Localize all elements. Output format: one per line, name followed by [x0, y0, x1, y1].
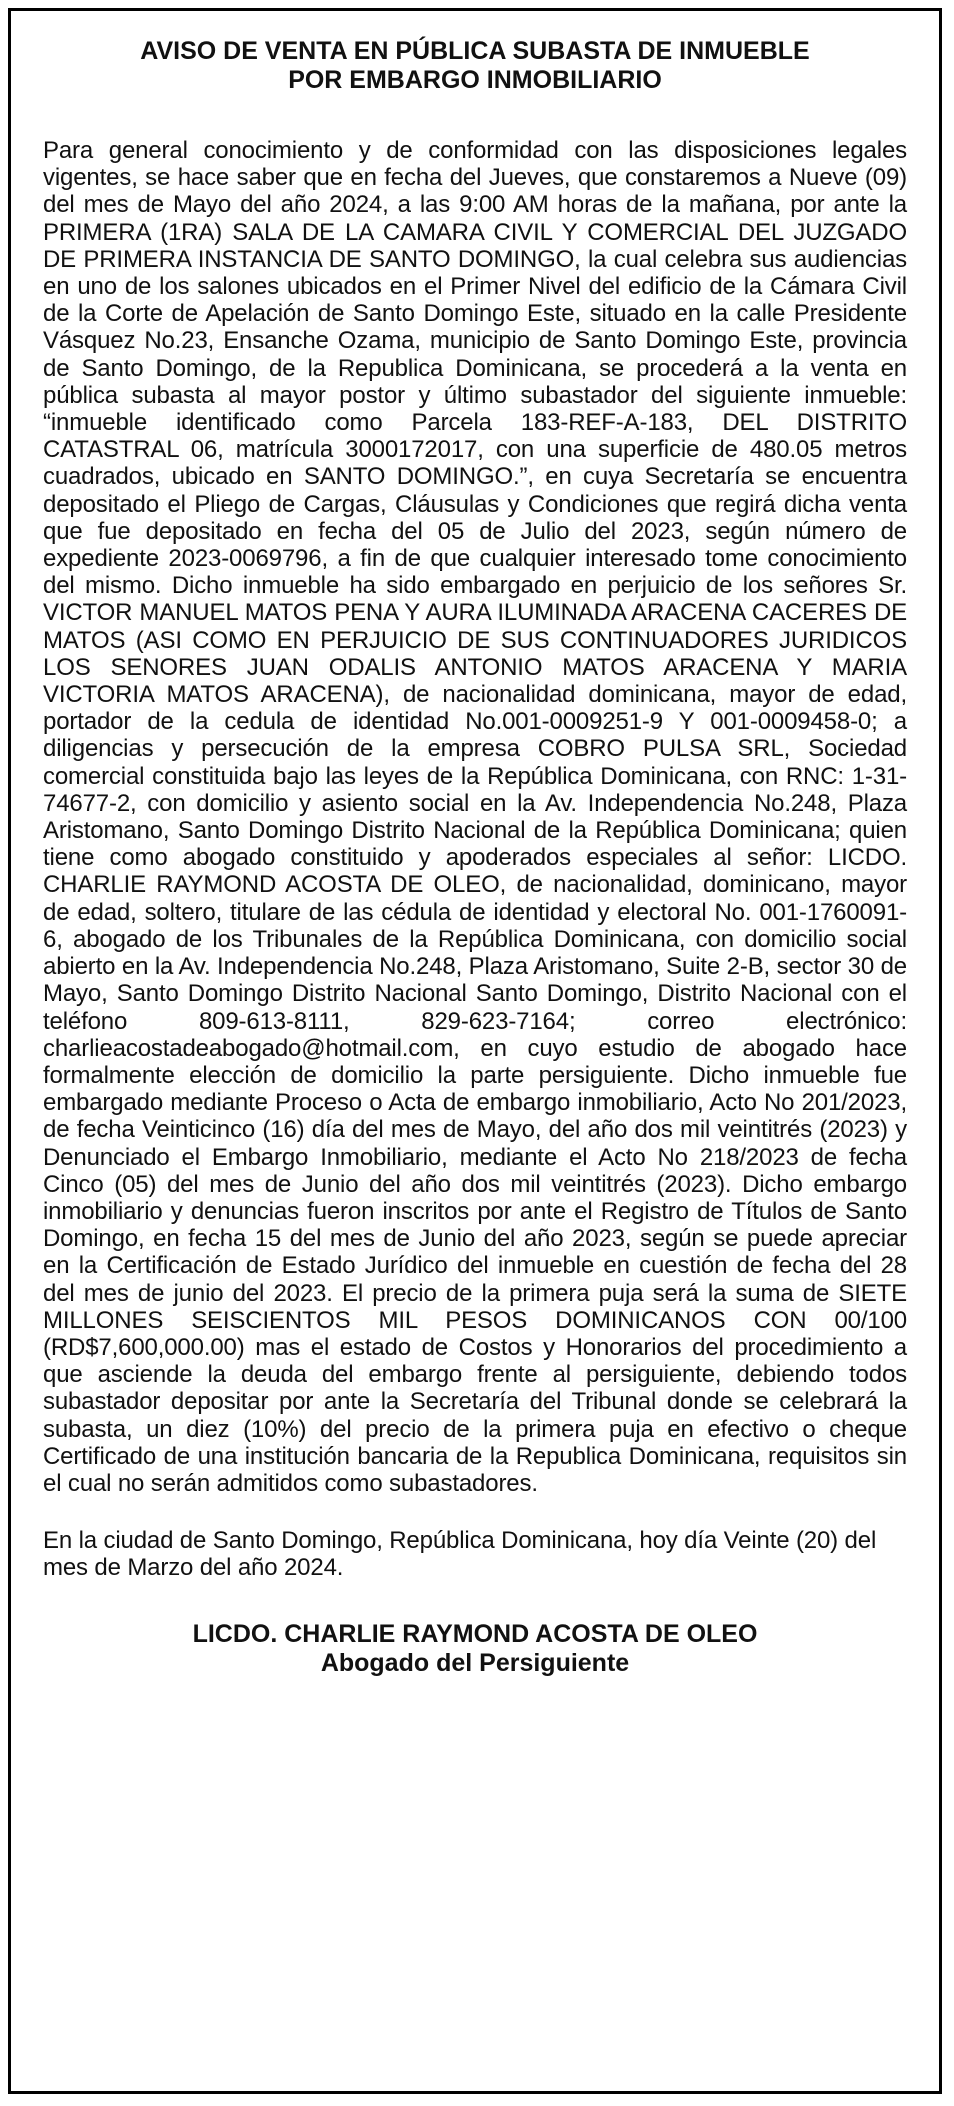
notice-body-paragraph: Para general conocimiento y de conformidad con las disposiciones legales vigentes, se hace saber que en fecha del Jueves, que constaremos a Nueve (09) del mes de Mayo del año 2024, a las 9:00 AM horas de la mañana, por ante la PRIMERA (1RA) SALA DE LA CAMARA CIVIL Y COMERCIAL DEL JUZGADO DE PRIMERA INSTANCIA DE SANTO DOMINGO, la cual celebra sus audiencias en uno de los salones ubicados en el Primer Nivel del edificio de la Cámara Civil de la Corte de Apelación de Santo Domingo Este, situado en la calle Presidente Vásquez No.23, Ensanche Ozama, municipio de Santo Domingo Este, provincia de Santo Domingo, de la Republica Dominicana, se procederá a la venta en pública subasta al mayor postor y último subastador del siguiente inmueble: “inmueble identificado como Parcela 183-REF-A-183, DEL DISTRITO CATASTRAL 06, matrícula 3000172017, con una superficie de 480.05 metros cuadrados, ubicado en SANTO DOMINGO.”, en cuya Secretaría se encuentra depositado el Pliego de Cargas, Cláusulas y Condiciones que regirá dicha venta que fue depositado en fecha del 05 de Julio del 2023, según número de expediente 2023-0069796, a fin de que cualquier interesado tome conocimiento del mismo. Dicho inmueble ha sido embargado en perjuicio de los señores Sr. VICTOR MANUEL MATOS PENA Y AURA ILUMINADA ARACENA CACERES DE MATOS (ASI COMO EN PERJUICIO DE SUS CONTINUADORES JURIDICOS LOS SENORES JUAN ODALIS ANTONIO MATOS ARACENA Y MARIA VICTORIA MATOS ARACENA), de nacionalidad dominicana, mayor de edad, portador de la cedula de identidad No.001-0009251-9 Y 001-0009458-0; a diligencias y persecución de la empresa COBRO PULSA SRL, Sociedad comercial constituida bajo las leyes de la República Dominicana, con RNC: 1-31-74677-2, con domicilio y asiento social en la Av. Independencia No.248, Plaza Aristomano, Santo Domingo Distrito Nacional de la República Dominicana; quien tiene como abogado constituido y apoderados especiales al señor: LICDO. CHARLIE RAYMOND ACOSTA DE OLEO, de nacionalidad, dominicano, mayor de edad, soltero, titulare de las cédula de identidad y electoral No. 001-1760091-6, abogado de los Tribunales de la República Dominicana, con domicilio social abierto en la Av. Independencia No.248, Plaza Aristomano, Suite 2-B, sector 30 de Mayo, Santo Domingo Distrito Nacional Santo Domingo, Distrito Nacional con el teléfono 809-613-8111, 829-623-7164; correo electrónico: charlieacostadeabogado@hotmail.com, en cuyo estudio de abogado hace formalmente elección de domicilio la parte persiguiente. Dicho inmueble fue embargado mediante Proceso o Acta de embargo inmobiliario, Acto No 201/2023, de fecha Veinticinco (16) día del mes de Mayo, del año dos mil veintitrés (2023) y Denunciado el Embargo Inmobiliario, mediante el Acto No 218/2023 de fecha Cinco (05) del mes de Junio del año dos mil veintitrés (2023). Dicho embargo inmobiliario y denuncias fueron inscritos por ante el Registro de Títulos de Santo Domingo, en fecha 15 del mes de Junio del año 2023, según se puede apreciar en la Certificación de Estado Jurídico del inmueble en cuestión de fecha del 28 del mes de junio del 2023. El precio de la primera puja será la suma de SIETE MILLONES SEISCIENTOS MIL PESOS DOMINICANOS CON 00/100 (RD$7,600,000.00) mas el estado de Costos y Honorarios del procedimiento a que asciende la deuda del embargo frente al persiguiente, debiendo todos subastador depositar por ante la Secretaría del Tribunal donde se celebrará la subasta, un diez (10%) del precio de la primera puja en efectivo o cheque Certificado de una institución bancaria de la Republica Dominicana, requisitos sin el cual no serán admitidos como subastadores.: [43, 137, 907, 1497]
signature-block: [43, 1620, 907, 1678]
signature-name: LICDO. CHARLIE RAYMOND ACOSTA DE OLEO: [192, 1619, 758, 1648]
signature-role: Abogado del Persiguiente: [320, 1648, 630, 1677]
notice-closing-paragraph: En la ciudad de Santo Domingo, República Dominicana, hoy día Veinte (20) del mes de Marzo del año 2024.: [43, 1527, 877, 1582]
notice-title-line-1: AVISO DE VENTA EN PÚBLICA SUBASTA DE INMUEBLE: [140, 37, 810, 65]
notice-title: [43, 37, 907, 95]
notice-frame: [8, 8, 942, 2094]
notice-title-line-2: POR EMBARGO INMOBILIARIO: [288, 66, 662, 94]
